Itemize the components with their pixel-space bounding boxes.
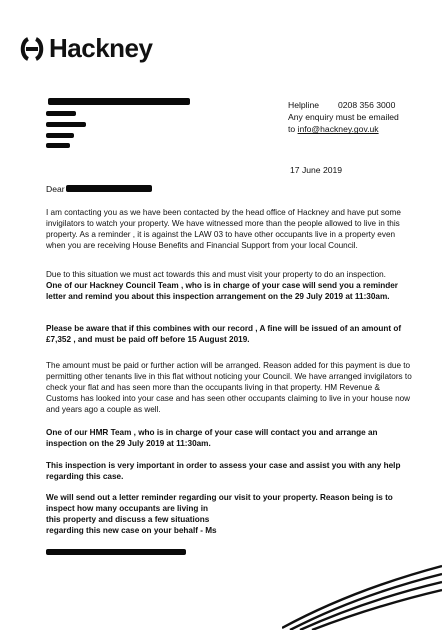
paragraph-visit-reminder: We will send out a letter reminder regarding our visit to your property. Reason being is to inspect how many occupants are living in — [46, 493, 393, 513]
salutation — [46, 184, 65, 194]
email-link[interactable]: info@hackney.gov.uk — [297, 124, 379, 135]
redacted-address-line-4 — [46, 143, 70, 148]
helpline-row — [288, 99, 399, 111]
salutation-word: Dear — [46, 184, 65, 194]
paragraph-discuss: this property and discuss a few situations — [46, 515, 210, 524]
redacted-salutation-name — [66, 185, 152, 192]
paragraph-payment-reason: The amount must be paid or further action will be arranged. Reason added for this payment is due to permitting other tenants live in this flat without noticing your Council. We have arranged invigilators to check your flat and has seen more than the occupants living in that property. HM Revenue & Customs has looked into your case and has seen other occupants claiming to live in your house now and years ago a couple as well. — [46, 361, 412, 414]
paragraph-fine-notice: Please be aware that if this combines with our record , A fine will be issued of an amount of £7,352 , and must be paid off before 15 August 2019. — [46, 324, 402, 344]
email-prefix: to — [288, 124, 296, 135]
paragraph-hmr-team: One of our HMR Team , who is in charge of your case will contact you and arrange an inspection on the 29 July 2019 at 11:30am. — [46, 428, 378, 448]
redacted-address-line-3 — [46, 133, 74, 138]
logo-wordmark: Hackney — [49, 33, 153, 63]
paragraph-reminder-letter: One of our Hackney Council Team , who is in charge of your case will send you a reminder letter and remind you about this inspection arrangement on the 29 July 2019 at 11:30am. — [46, 281, 398, 301]
paragraph-inspection-importance: This inspection is very important in order to assess your case and assist you with any help regarding this case. — [46, 461, 401, 481]
paragraph-behalf: regarding this new case on your behalf - Ms — [46, 526, 217, 535]
decorative-swoosh — [282, 520, 442, 630]
hackney-logo — [19, 33, 152, 64]
hackney-h-logo-icon — [19, 36, 45, 62]
paragraph-invigilators: I am contacting you as we have been contacted by the head office of Hackney and have put some invigilators to watch your property. We have witnessed more than the people allowed to live in this property. As a reminder , it is against the LAW 03 to have other occupants live in a property even when you are receiving House Benefits and Financial Support from your local Council. — [46, 208, 401, 250]
email-row — [288, 123, 399, 135]
redacted-recipient-name — [48, 98, 190, 105]
letter-date: 17 June 2019 — [290, 165, 343, 175]
helpline-number: 0208 356 3000 — [338, 100, 396, 110]
redacted-address-line-2 — [46, 122, 86, 127]
contact-block — [288, 99, 399, 136]
helpline-label: Helpline — [288, 100, 320, 110]
paragraph-situation: Due to this situation we must act towards this and must visit your property to do an inspection. — [46, 270, 386, 279]
redacted-signoff-name — [46, 549, 186, 555]
enquiry-note: Any enquiry must be emailed — [288, 112, 399, 123]
redacted-address-line-1 — [46, 111, 76, 116]
